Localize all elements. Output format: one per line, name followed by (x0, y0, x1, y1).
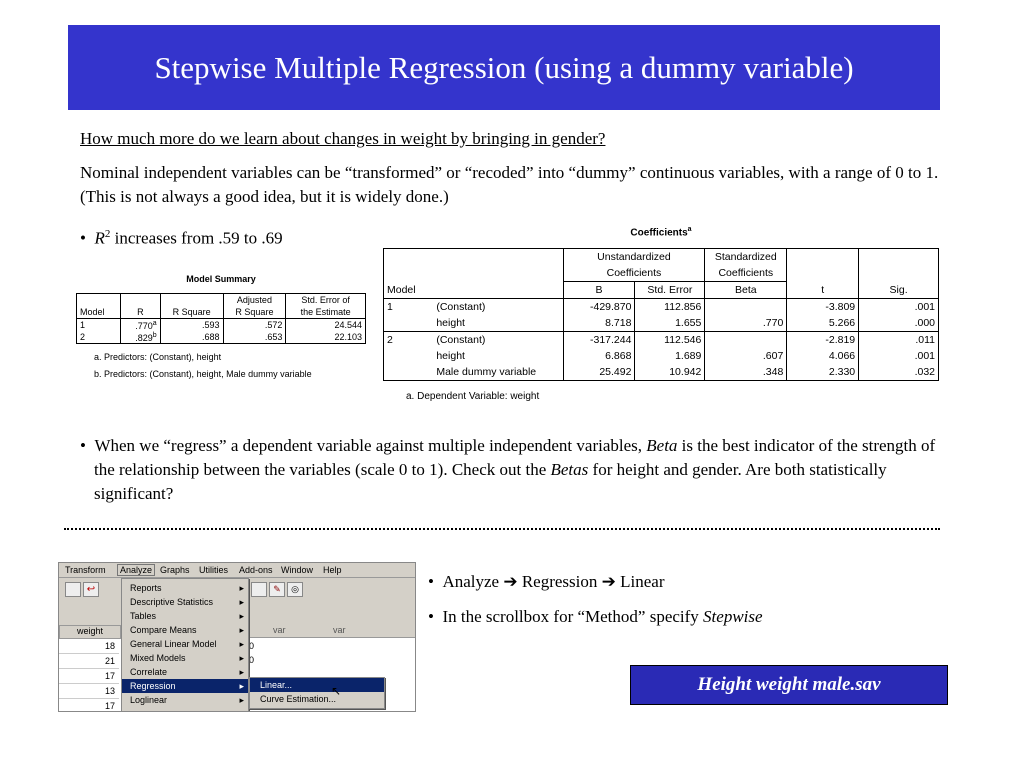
cell-std-error: 1.655 (635, 315, 705, 332)
grid-cell[interactable]: 17 (59, 669, 119, 684)
footnote-text: Dependent Variable: weight (417, 391, 540, 402)
cell-t: -2.819 (787, 332, 859, 349)
submenu-arrow-icon: ▸ (239, 611, 244, 621)
header-adjusted-2: R Square (223, 306, 286, 319)
cell-std-error: 24.544 (286, 319, 366, 332)
cell-t: 5.266 (787, 315, 859, 332)
cell-b: -429.870 (563, 299, 635, 316)
cell-beta: .607 (705, 348, 787, 364)
cell-model: 2 (80, 332, 86, 342)
cell-r-square: .688 (160, 331, 223, 344)
cell-variable: (Constant) (433, 299, 563, 316)
r-letter: R (94, 228, 105, 248)
model-summary-title: Model Summary (186, 274, 256, 284)
arrow-right-icon: ➔ (601, 572, 616, 591)
submenu-arrow-icon: ▸ (239, 695, 244, 705)
header-b: B (563, 282, 635, 299)
cell-t: 2.330 (787, 364, 859, 381)
cell-model (384, 364, 434, 381)
menu-item-tables[interactable] (122, 609, 248, 623)
stepwise-word: Stepwise (703, 607, 763, 626)
toolbar-icon[interactable]: ✎ (269, 582, 285, 597)
toolbar-icon[interactable] (251, 582, 267, 597)
header-model: Model (80, 307, 105, 317)
grid-cell[interactable]: 13 (59, 684, 119, 699)
data-file-label-box (630, 665, 948, 705)
cell-sig: .001 (859, 348, 939, 364)
beta-text-3: for height and gender. Are both statistically significant? (94, 460, 887, 503)
menu-item-label: Regression (130, 681, 176, 691)
cell-r-square: .593 (160, 319, 223, 332)
menu-transform[interactable]: Transform (65, 565, 106, 575)
menu-item-label: Mixed Models (130, 653, 186, 663)
menu-analyze[interactable]: Analyze (117, 564, 155, 576)
cell-b: 25.492 (563, 364, 635, 381)
menu-item-label: Correlate (130, 667, 168, 677)
data-file-name: Height weight male.sav (697, 674, 881, 695)
slide-title-bar (68, 25, 940, 110)
grid-cell[interactable]: 21 (59, 654, 119, 669)
cell-sig: .011 (859, 332, 939, 349)
header-std-error-2: the Estimate (286, 306, 366, 319)
regression-submenu (249, 677, 385, 709)
path-analyze: Analyze (442, 572, 504, 591)
cell-variable: height (436, 350, 465, 362)
cell-variable: height (436, 317, 465, 329)
coefficients-title-text: Coefficients (630, 227, 688, 239)
r-footnote-mark: b (152, 331, 157, 339)
cell-model (384, 315, 434, 332)
r-value: .770 (135, 320, 153, 331)
cell-b: -317.244 (563, 332, 635, 349)
menu-item-label: Reports (130, 583, 162, 593)
menubar (59, 563, 415, 578)
submenu-arrow-icon: ▸ (239, 639, 244, 649)
header-std-error: Std. Error (635, 282, 705, 299)
cell-model (384, 348, 434, 364)
menu-addons[interactable]: Add-ons (239, 565, 273, 575)
cell-std-error: 1.689 (635, 348, 705, 364)
analyze-dropdown (121, 578, 249, 712)
slide-title: Stepwise Multiple Regression (using a dummy variable) (154, 49, 854, 85)
r-value: .829 (135, 332, 153, 343)
r-footnote-mark: a (152, 319, 157, 327)
cell-beta: .770 (705, 315, 787, 332)
cell-t: -3.809 (787, 299, 859, 316)
cell-sig: .032 (859, 364, 939, 381)
toolbar-icon[interactable] (65, 582, 81, 597)
bullet-method-stepwise: • In the scrollbox for “Method” specify Stepwise (428, 607, 763, 626)
submenu-arrow-icon: ▸ (239, 667, 244, 677)
cell-beta (705, 299, 787, 316)
cell-beta: .348 (705, 364, 787, 381)
menu-item-mixed-models[interactable] (122, 651, 248, 665)
grid-header-weight[interactable]: weight (59, 625, 121, 639)
grid-header-var[interactable]: var (333, 625, 346, 635)
cell-std-error: 112.856 (635, 299, 705, 316)
menu-window[interactable]: Window (281, 565, 314, 575)
cell-b: 8.718 (563, 315, 635, 332)
header-beta: Beta (705, 282, 787, 299)
table-row (384, 315, 939, 332)
table-row (384, 299, 939, 316)
footnote-text: Predictors: (Constant), height, Male dummy variable (104, 369, 312, 379)
beta-text-1: When we “regress” a dependent variable against multiple independent variables, (94, 436, 647, 455)
betas-word: Betas (550, 460, 589, 479)
grid-cell[interactable]: 0 (249, 641, 255, 651)
coefficients-footnote-mark: a (687, 226, 692, 233)
cell-r (120, 331, 160, 344)
cell-model: 1 (384, 299, 434, 316)
footnote-a (94, 352, 221, 362)
grid-cell[interactable]: 17 (59, 699, 119, 712)
footnote-mark: a. (94, 352, 102, 362)
footnote-text: Predictors: (Constant), height (104, 352, 222, 362)
menu-item-label: General Linear Model (130, 639, 217, 649)
menu-item-label: Loglinear (130, 695, 168, 705)
submenu-arrow-icon: ▸ (239, 583, 244, 593)
cell-model: 1 (77, 319, 121, 332)
header-model: Model (387, 283, 416, 296)
arrow-right-icon: ➔ (503, 572, 518, 591)
cell-std-error: 10.942 (635, 364, 705, 381)
path-regression: Regression (517, 572, 602, 591)
menu-item-label: Compare Means (130, 625, 197, 635)
beta-text-2: is the best indicator of the strength of the relationship between the variables (scale 0 to 1). Check out the (94, 436, 936, 479)
r-square-text: increases from .59 to .69 (110, 228, 283, 248)
menu-item-general-linear-model[interactable] (122, 637, 248, 651)
table-row (77, 331, 366, 344)
submenu-arrow-icon: ▸ (239, 681, 244, 691)
table-row (384, 364, 939, 381)
cell-sig: .001 (859, 299, 939, 316)
submenu-item-linear[interactable]: Linear... (250, 678, 384, 692)
cell-std-error: 112.546 (635, 332, 705, 349)
menu-item-label: Descriptive Statistics (130, 597, 214, 607)
beta-word: Beta (646, 436, 678, 455)
model-summary-table (76, 293, 366, 344)
grid-cell[interactable]: 0 (249, 655, 255, 665)
bullet-beta-explanation: • When we “regress” a dependent variable against multiple independent variables, Beta is the best indicator of the strength of the relationship between the variables (scale 0 to 1). Check out the Betas for height and gender. Are both statistically significant? (80, 436, 936, 503)
submenu-item-curve-estimation[interactable]: Curve Estimation... (260, 694, 337, 704)
header-std-error: Std. Error of (286, 294, 366, 307)
header-t: t (787, 282, 859, 299)
path-linear: Linear (615, 572, 665, 591)
submenu-arrow-icon: ▸ (239, 597, 244, 607)
coefficients-footnote (406, 391, 539, 402)
menu-item-loglinear[interactable] (122, 693, 248, 707)
menu-item-reports[interactable] (122, 581, 248, 595)
menu-item-regression[interactable] (122, 679, 248, 693)
table-row (77, 319, 366, 332)
footnote-mark: a. (406, 391, 415, 402)
cell-variable: (Constant) (433, 332, 563, 349)
toolbar-icon[interactable]: ↩ (83, 582, 99, 597)
header-sig: Sig. (859, 282, 939, 299)
toolbar-icon[interactable]: ◎ (287, 582, 303, 597)
table-row (384, 332, 939, 349)
cell-variable: Male dummy variable (436, 366, 537, 378)
cell-r (120, 319, 160, 332)
mouse-cursor-icon: ↖ (331, 684, 342, 698)
dotted-divider (64, 528, 940, 530)
menu-utilities[interactable]: Utilities (199, 565, 229, 575)
cell-beta (705, 332, 787, 349)
cell-b: 6.868 (563, 348, 635, 364)
menu-item-descriptive-statistics[interactable] (122, 595, 248, 609)
submenu-arrow-icon: ▸ (239, 653, 244, 663)
menu-item-correlate[interactable] (122, 665, 248, 679)
cell-std-error: 22.103 (286, 331, 366, 344)
header-r-square: R Square (160, 306, 223, 319)
menu-help[interactable]: Help (323, 565, 342, 575)
footnote-b (94, 369, 312, 379)
question-text: How much more do we learn about changes in weight by bringing in gender? (80, 129, 606, 148)
header-unstandardized: Unstandardized (563, 249, 705, 266)
table-row (384, 348, 939, 364)
submenu-arrow-icon: ▸ (239, 625, 244, 635)
cell-sig: .000 (859, 315, 939, 332)
footnote-mark: b. (94, 369, 102, 379)
header-standardized: Standardized (705, 249, 787, 266)
intro-paragraph: Nominal independent variables can be “transformed” or “recoded” into “dummy” continuous variables, with a range of 0 to 1. (This is not always a good idea, but it is widely done.) (80, 163, 939, 206)
cell-adjusted: .572 (223, 319, 286, 332)
bullet-analyze-path: • Analyze ➔ Regression ➔ Linear (428, 572, 665, 591)
coefficients-table (383, 248, 939, 381)
r-superscript: 2 (104, 228, 111, 240)
method-text: In the scrollbox for “Method” specify (442, 607, 704, 626)
cell-adjusted: .653 (223, 331, 286, 344)
cell-t: 4.066 (787, 348, 859, 364)
header-r: R (120, 306, 160, 319)
grid-cell[interactable]: 18 (59, 639, 119, 654)
menu-graphs[interactable]: Graphs (160, 565, 190, 575)
menu-item-label: Tables (130, 611, 157, 621)
cell-model: 2 (384, 332, 434, 349)
header-unstandardized-2: Coefficients (563, 265, 705, 282)
spss-menu-screenshot (58, 562, 416, 712)
coefficients-title (383, 226, 939, 238)
header-adjusted: Adjusted (223, 294, 286, 307)
bullet-r-square (80, 222, 283, 251)
grid-header-var[interactable]: var (273, 625, 286, 635)
bullet-dot: • (80, 228, 95, 248)
menu-item-compare-means[interactable] (122, 623, 248, 637)
header-standardized-2: Coefficients (705, 265, 787, 282)
